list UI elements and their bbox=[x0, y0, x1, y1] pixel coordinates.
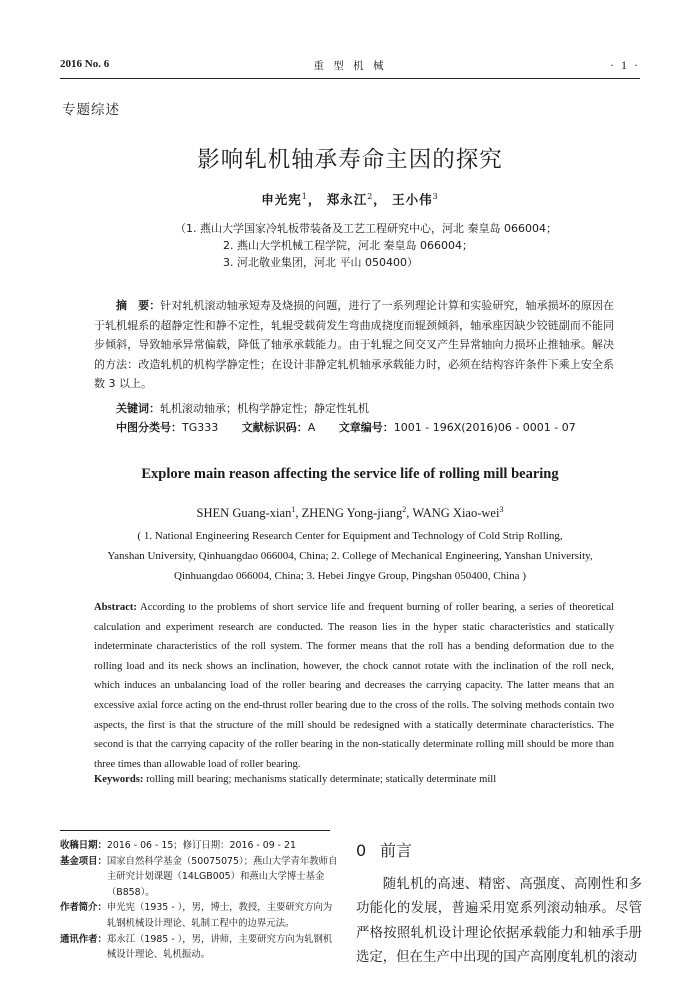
author-cn: 郑永江 bbox=[326, 192, 368, 207]
section-title: 前言 bbox=[380, 841, 413, 860]
footnote-item bbox=[60, 838, 338, 854]
footnote-text: 申光宪（1935 - ），男，博士，教授，主要研究方向为轧钢机械设计理论、轧制工程中的边界元法。 bbox=[106, 902, 333, 929]
footnote-rule bbox=[60, 830, 330, 831]
author-sup: 3 bbox=[499, 505, 504, 514]
author-sup: 1 bbox=[301, 191, 308, 201]
doc-code-value: A bbox=[307, 421, 316, 434]
abstract-cn bbox=[94, 296, 614, 394]
keywords-cn-text: 轧机滚动轴承；机构学静定性；静定性轧机 bbox=[160, 402, 369, 415]
footnote-item bbox=[60, 900, 338, 931]
doc-code-label: 文献标识码： bbox=[241, 421, 308, 434]
author-en: SHEN Guang-xian bbox=[196, 506, 292, 521]
footnote-item bbox=[60, 932, 338, 963]
header-rule bbox=[60, 78, 640, 79]
section-number: 0 bbox=[356, 841, 367, 860]
affiliation-line: 3. 河北敬业集团，河北 平山 050400） bbox=[223, 256, 418, 269]
author-sup: 3 bbox=[432, 191, 439, 201]
issue-label: 2016 No. 6 bbox=[60, 58, 110, 70]
classification-cn bbox=[116, 419, 576, 435]
footnote-item bbox=[60, 854, 338, 901]
affiliation-line: 2. 燕山大学机械工程学院，河北 秦皇岛 066004； bbox=[223, 239, 473, 252]
abstract-cn-text: 针对轧机滚动轴承短寿及烧损的问题，进行了一系列理论计算和实验研究，轴承损坏的原因在于轧机辊系的超静定性和静不定性，轧辊受载荷发生弯曲成挠度而辊颈倾斜，轴承座因缺少铰链副而不能同步倾斜，导致轴承异常偏载，降低了轴承承载能力。由于轧辊之间交叉产生异常轴向力损坏止推轴承。解决的方法：改造轧机的机构学静定性；在设计非静定轧机轴承承载能力时，必须在结构容许条件下乘上安全系数 3 以上。 bbox=[94, 299, 615, 390]
journal-name: 重 型 机 械 bbox=[313, 60, 387, 72]
footnote-label: 作者简介： bbox=[60, 902, 107, 914]
abstract-en-text: According to the problems of short service life and frequent burning of roller bearing, a series of theoretical calculation and experiment research are conducted. The reason lies in the hyper static characteristics and statically indeterminate characteristics of the roll system. The former means that the roll has a bending deformation due to the rolling load and its neck shows an inclination, however, the chock cannot rotate with the inclination of the roll neck, which induces an unbalancing load of the roller bearing and decreases the carrying capacity. The latter means that an excessive axial force acting on the end-thrust roller bearing due to the cross of the rolls. The solving methods contain two aspects, the first is that the structure of the mill should be redesigned with a statically determinate characteristics. The second is that the carrying capacity of the roller bearing in the non-statically determinate rolling mill should be more than three times than allowable load of roller bearing. bbox=[94, 602, 614, 770]
keywords-cn-label: 关键词： bbox=[116, 402, 160, 415]
affiliation-line: Yanshan University, Qinhuangdao 066004, China; 2. College of Mechanical Engineering, Yanshan University, bbox=[107, 550, 593, 562]
footnote-label: 基金项目： bbox=[60, 855, 107, 867]
keywords-en-label: Keywords: bbox=[94, 774, 144, 785]
affiliation-line: （1. 燕山大学国家冷轧板带装备及工艺工程研究中心，河北 秦皇岛 066004； bbox=[175, 222, 557, 235]
page-number: · 1 · bbox=[610, 58, 640, 72]
author-en: ZHENG Yong-jiang bbox=[301, 506, 403, 521]
abstract-en-label: Abstract: bbox=[94, 602, 137, 613]
authors-cn: 申光宪$^1$， 郑永江$^2$， 王小伟$^3$ bbox=[261, 191, 439, 207]
keywords-en bbox=[94, 774, 496, 785]
authors-en: SHEN Guang-xian$^1$, ZHENG Yong-jiang$^2$, WANG Xiao-wei$^3$ bbox=[196, 505, 504, 521]
clc-value: TG333 bbox=[182, 421, 219, 434]
author-cn: 申光宪 bbox=[261, 192, 302, 207]
author-sup: 2 bbox=[367, 191, 374, 201]
article-no-label: 文章编号： bbox=[338, 421, 394, 434]
footnote-label: 通讯作者： bbox=[60, 933, 107, 945]
footnote-text: 国家自然科学基金（50075075）；燕山大学青年教师自主研究计划课题（14LGB005）和燕山大学博士基金（B858）。 bbox=[106, 855, 338, 898]
body-paragraph: 随轧机的高速、精密、高强度、高刚性和多功能化的发展，普遍采用宽系列滚动轴承。尽管严格按照轧机设计理论依据承载能力和轴承手册选定，但在生产中出现的国产高刚度轧机的滚动 bbox=[356, 877, 642, 966]
section-heading bbox=[356, 838, 412, 861]
article-no-value: 1001 - 196X(2016)06 - 0001 - 07 bbox=[393, 421, 576, 434]
running-header bbox=[60, 58, 640, 76]
footnote-text: 郑永江（1985 - ），男，讲师，主要研究方向为轧钢机械设计理论、轧机振动。 bbox=[106, 933, 333, 961]
author-sup: 1 bbox=[291, 505, 296, 514]
keywords-cn bbox=[116, 400, 369, 416]
title-en: Explore main reason affecting the service life of rolling mill bearing bbox=[141, 466, 559, 482]
footnotes bbox=[60, 838, 338, 963]
abstract-cn-label: 摘 要： bbox=[116, 299, 161, 312]
keywords-en-text: rolling mill bearing; mechanisms statically determinate; statically determinate mill bbox=[146, 774, 497, 785]
author-en: WANG Xiao-wei bbox=[412, 506, 500, 521]
author-sup: 2 bbox=[402, 505, 407, 514]
clc-label: 中图分类号： bbox=[116, 421, 182, 434]
affiliation-line: ( 1. National Engineering Research Center for Equipment and Technology of Cold Strip Rolling, bbox=[137, 530, 563, 542]
affiliations-cn bbox=[175, 220, 557, 271]
footnote-label: 收稿日期： bbox=[60, 840, 107, 851]
affiliation-line: Qinhuangdao 066004, China; 3. Hebei Jingye Group, Pingshan 050400, China ) bbox=[174, 570, 526, 582]
abstract-en bbox=[94, 598, 614, 774]
footnote-text: 2016 - 06 - 15；修订日期：2016 - 09 - 21 bbox=[106, 840, 296, 851]
section-label: 专题综述 bbox=[62, 102, 120, 118]
author-cn: 王小伟 bbox=[392, 192, 433, 207]
affiliations-en bbox=[60, 526, 640, 586]
title-cn: 影响轧机轴承寿命主因的探究 bbox=[197, 147, 503, 173]
